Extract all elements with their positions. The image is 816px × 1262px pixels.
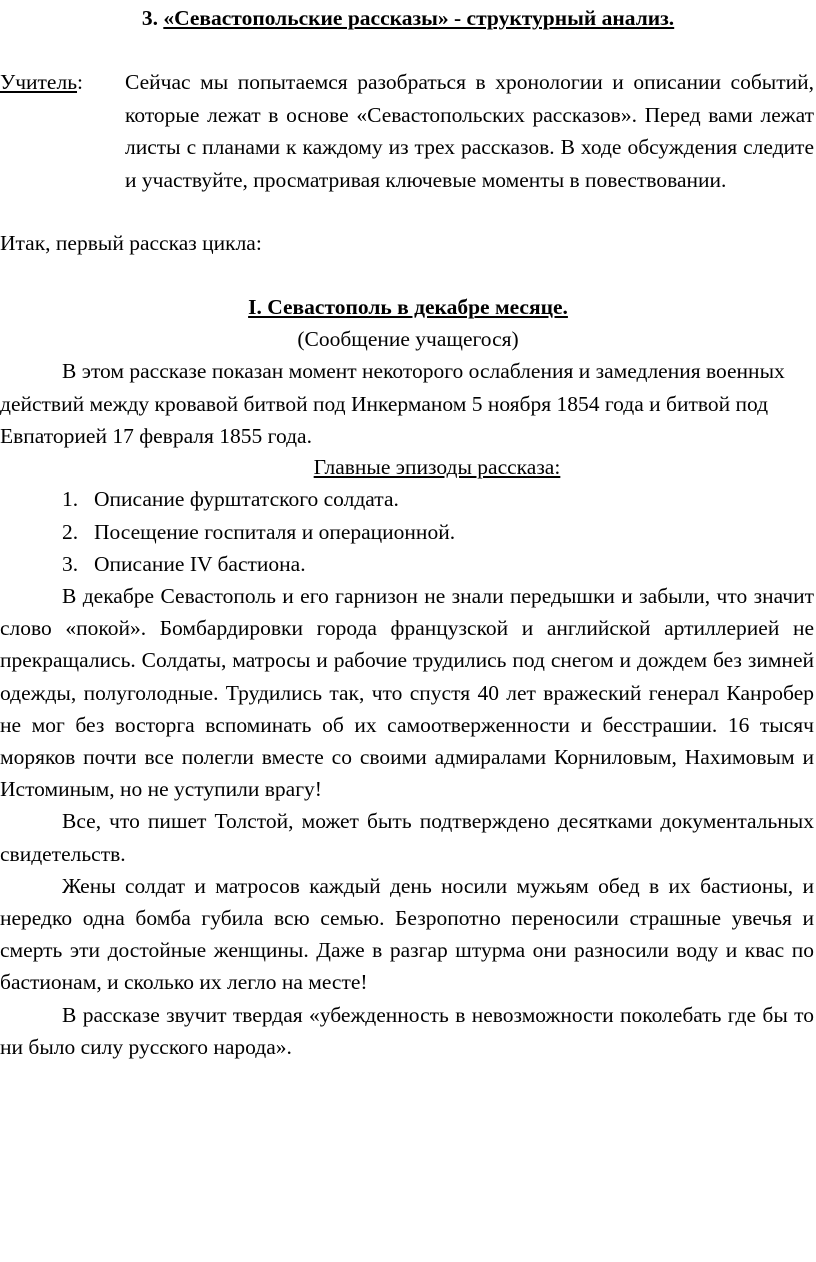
body-paragraph: Жены солдат и матросов каждый день носили мужьям обед в их бастионы, и нередко одна бомба губила всю семью. Безропотно переносили страшные увечья и смерть эти достойные женщины. Даже в разгар штурма они разносили воду и квас по бастионам, и сколько их легло на месте! — [0, 873, 814, 995]
episodes-heading-text: Главные эпизоды рассказа: — [313, 455, 561, 479]
episodes-heading — [0, 451, 816, 483]
episodes-list — [62, 483, 455, 581]
heading-number: 3. — [141, 6, 158, 30]
list-item — [62, 548, 455, 581]
list-item-number: 1. — [62, 487, 79, 511]
intro-line: Итак, первый рассказ цикла: — [0, 231, 262, 255]
teacher-label-wrap — [0, 66, 83, 98]
section-intro-paragraph: В этом рассказе показан момент некоторого ослабления и замедления военных действий между кровавой битвой под Инкерманом 5 ноября 1854 года и битвой под Евпаторией 17 февраля 1855 года. — [0, 359, 785, 448]
list-item-number: 2. — [62, 519, 79, 544]
heading-title: «Севастопольские рассказы» - структурный анализ. — [163, 6, 675, 30]
list-item-text: Посещение госпиталя и операционной. — [94, 519, 456, 544]
list-item-text: Описание фурштатского солдата. — [94, 487, 399, 511]
list-item — [62, 516, 455, 549]
document-heading — [0, 2, 816, 34]
list-item-text: Описание IV бастиона. — [94, 552, 306, 576]
list-item-number: 3. — [62, 552, 79, 576]
body-text — [0, 580, 814, 1063]
body-paragraph: В рассказе звучит твердая «убежденность в невозможности поколебать где бы то ни было силу русского народа». — [0, 1002, 814, 1059]
section-title: I. Севастополь в декабре месяце. — [248, 295, 568, 319]
body-paragraph: В декабре Севастополь и его гарнизон не знали передышки и забыли, что значит слово «покой». Бомбардировки города французской и английской артиллерией не прекращались. Солдаты, матросы и рабочие трудились под снегом и дождем без зимней одежды, полуголодные. Трудились так, что спустя 40 лет вражеский генерал Канробер не мог без восторга вспоминать об их самоотверженности и бесстрашии. 16 тысяч моряков почти все полегли вместе со своими адмиралами Корниловым, Нахимовым и Истоминым, но не уступили врагу! — [0, 584, 814, 802]
section-subtitle: (Сообщение учащегося) — [297, 327, 519, 351]
teacher-colon: : — [77, 70, 83, 94]
teacher-label: Учитель — [0, 70, 78, 94]
list-item — [62, 483, 455, 516]
teacher-text: Сейчас мы попытаемся разобраться в хронологии и описании событий, которые лежат в основе «Севастопольских рассказов». Перед вами лежат листы с планами к каждому из трех рассказов. В ходе обсуждения следите и участвуйте, просматривая ключевые моменты в повествовании. — [125, 70, 814, 192]
body-paragraph: Все, что пишет Толстой, может быть подтверждено десятками документальных свидетельств. — [0, 809, 814, 866]
